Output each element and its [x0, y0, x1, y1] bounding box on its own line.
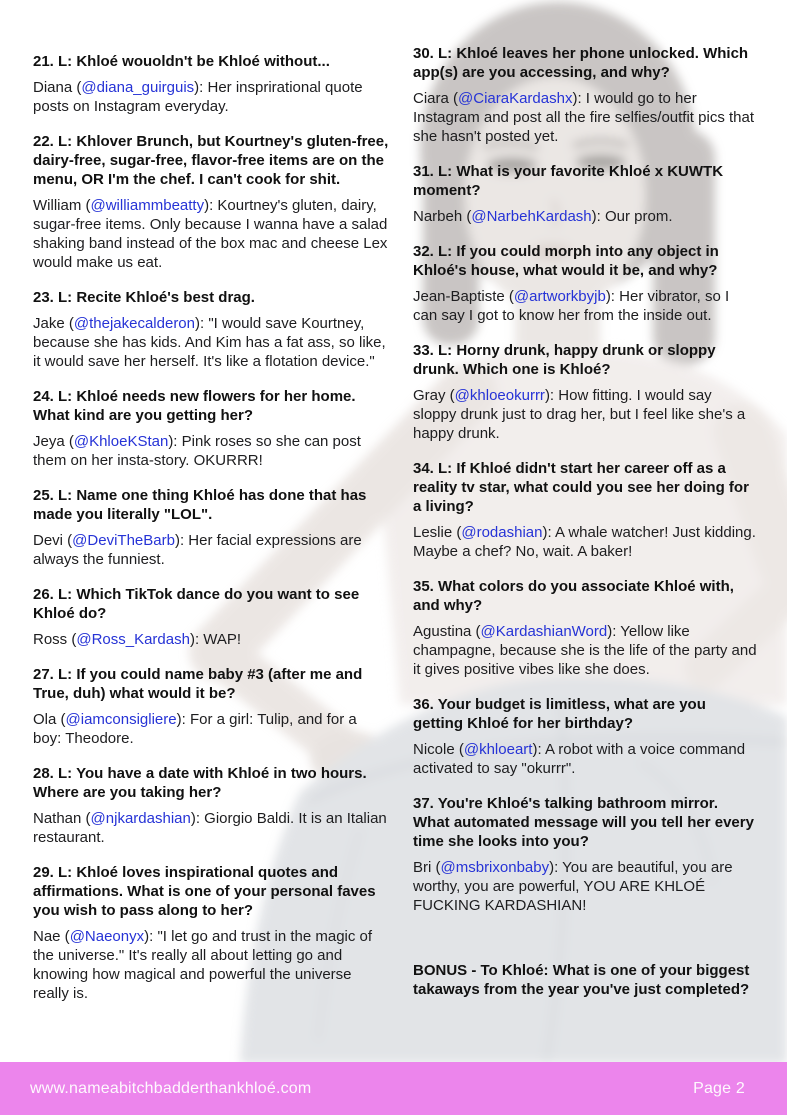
- social-handle-link[interactable]: @njkardashian: [90, 810, 191, 827]
- answerer-name: Agustina (: [413, 623, 481, 640]
- question-heading: 24. L: Khloé needs new flowers for her home. What kind are you getting her?: [33, 388, 356, 424]
- question-heading: 35. What colors do you associate Khloé with, and why?: [413, 578, 734, 614]
- answerer-name: Narbeh (: [413, 208, 472, 225]
- question-heading: 36. Your budget is limitless, what are you getting Khloé for her birthday?: [413, 696, 706, 732]
- question-heading: 22. L: Khlover Brunch, but Kourtney's gluten-free, dairy-free, sugar-free, flavor-free items are on the menu, OR I'm the chef. I can't cook for shit.: [33, 133, 389, 188]
- answerer-name: Ciara (: [413, 90, 459, 107]
- answerer-name: Nae (: [33, 928, 70, 945]
- answer-text: [413, 89, 757, 146]
- question-heading: 25. L: Name one thing Khloé has done that has made you literally "LOL".: [33, 487, 367, 523]
- answer-body: ): How fitting. I would say sloppy drunk just to drag her, but I feel like she's a happy drunk.: [413, 387, 746, 442]
- social-handle-link[interactable]: @NarbehKardash: [471, 208, 592, 225]
- answer-body: ): Yellow like champagne, because she is the life of the party and it gives positive vibes like she does.: [413, 623, 757, 678]
- social-handle-link[interactable]: @DeviTheBarb: [72, 532, 175, 549]
- answerer-name: Nathan (: [33, 810, 91, 827]
- answer-body: ): For a girl: Tulip, and for a boy: Theodore.: [33, 711, 357, 747]
- page-number: Page 2: [693, 1079, 745, 1097]
- answer-body: ): Her insprirational quote posts on Instagram everyday.: [33, 79, 363, 115]
- answerer-name: Leslie (: [413, 524, 462, 541]
- answerer-name: Jake (: [33, 315, 74, 332]
- answer-text: [33, 630, 389, 649]
- social-handle-link[interactable]: @thejakecalderon: [73, 315, 195, 332]
- answerer-name: Ross (: [33, 631, 77, 648]
- answerer-name: Devi (: [33, 532, 73, 549]
- question-heading: 30. L: Khloé leaves her phone unlocked. Which app(s) are you accessing, and why?: [413, 45, 749, 81]
- answer-body: ): A whale watcher! Just kidding. Maybe a chef? No, wait. A baker!: [413, 524, 756, 560]
- answer-text: [33, 196, 389, 272]
- qa-column-right: [413, 44, 757, 1006]
- answer-text: [413, 207, 757, 226]
- social-handle-link[interactable]: @khloeart: [463, 741, 533, 758]
- answerer-name: Jean-Baptiste (: [413, 288, 514, 305]
- question-heading: 31. L: What is your favorite Khloé x KUWTK moment?: [413, 163, 724, 199]
- answer-body: ): Our prom.: [591, 208, 673, 225]
- answerer-name: William (: [33, 197, 91, 214]
- answer-body: ): Pink roses so she can post them on her insta-story. OKURRR!: [33, 433, 361, 469]
- footer-bar: [0, 1062, 787, 1115]
- answer-text: [33, 927, 389, 1003]
- question-heading: 33. L: Horny drunk, happy drunk or sloppy drunk. Which one is Khloé?: [413, 342, 716, 378]
- answer-body: ): Her facial expressions are always the funniest.: [33, 532, 362, 568]
- answer-body: ): You are beautiful, you are worthy, you are powerful, YOU ARE KHLOÉ FUCKING KARDASHIAN!: [413, 859, 733, 914]
- question-heading: 29. L: Khloé loves inspirational quotes and affirmations. What is one of your personal faves you wish to pass along to her?: [33, 864, 376, 919]
- answerer-name: Bri (: [413, 859, 441, 876]
- answer-text: [33, 710, 389, 748]
- answer-text: [413, 622, 757, 679]
- answer-body: ): Her vibrator, so I can say I got to know her from the inside out.: [413, 288, 730, 324]
- social-handle-link[interactable]: @iamconsigliere: [65, 711, 177, 728]
- question-heading: 37. You're Khloé's talking bathroom mirror. What automated message will you tell her every time she looks into you?: [413, 795, 754, 850]
- answer-body: ): "I let go and trust in the magic of the universe." It's really all about letting go and knowing how magical and powerful the universe really is.: [33, 928, 373, 1002]
- bonus-question-heading: BONUS - To Khloé: What is one of your biggest takaways from the year you've just completed?: [413, 962, 750, 998]
- answer-body: ): "I would save Kourtney, because she has kids. And Kim has a fat ass, so like, it would save her herself. It's like a flotation device.": [33, 315, 386, 370]
- answer-text: [413, 386, 757, 443]
- social-handle-link[interactable]: @diana_guirguis: [81, 79, 195, 96]
- answer-text: [413, 287, 757, 325]
- answer-text: [33, 809, 389, 847]
- question-heading: 28. L: You have a date with Khloé in two hours. Where are you taking her?: [33, 765, 367, 801]
- answer-body: ): Giorgio Baldi. It is an Italian restaurant.: [33, 810, 387, 846]
- answerer-name: Gray (: [413, 387, 455, 404]
- question-heading: 23. L: Recite Khloé's best drag.: [33, 289, 255, 306]
- answerer-name: Nicole (: [413, 741, 464, 758]
- answerer-name: Jeya (: [33, 433, 74, 450]
- social-handle-link[interactable]: @Ross_Kardash: [76, 631, 190, 648]
- question-heading: 32. L: If you could morph into any object in Khloé's house, what would it be, and why?: [413, 243, 719, 279]
- answer-text: [33, 314, 389, 371]
- social-handle-link[interactable]: @msbrixonbaby: [440, 859, 550, 876]
- footer-url: www.nameabitchbadderthankhloé.com: [30, 1079, 312, 1097]
- answerer-name: Ola (: [33, 711, 66, 728]
- answer-text: [33, 432, 389, 470]
- answer-text: [413, 740, 757, 778]
- social-handle-link[interactable]: @rodashian: [461, 524, 543, 541]
- qa-column-left: [33, 52, 389, 1003]
- answer-body: ): Kourtney's gluten, dairy, sugar-free items. Only because I wanna have a salad shaking band instead of the box mac and cheese Lex would make us eat.: [33, 197, 388, 271]
- answer-text: [413, 858, 757, 915]
- answerer-name: Diana (: [33, 79, 82, 96]
- social-handle-link[interactable]: @Naeonyx: [69, 928, 145, 945]
- question-heading: 27. L: If you could name baby #3 (after me and True, duh) what would it be?: [33, 666, 363, 702]
- social-handle-link[interactable]: @williammbeatty: [90, 197, 205, 214]
- question-heading: 21. L: Khloé wouoldn't be Khloé without...: [33, 53, 330, 70]
- social-handle-link[interactable]: @CiaraKardashx: [458, 90, 573, 107]
- social-handle-link[interactable]: @KhloeKStan: [73, 433, 169, 450]
- social-handle-link[interactable]: @KardashianWord: [480, 623, 608, 640]
- question-heading: 26. L: Which TikTok dance do you want to see Khloé do?: [33, 586, 360, 622]
- answer-text: [33, 78, 389, 116]
- answer-body: ): WAP!: [189, 631, 242, 648]
- social-handle-link[interactable]: @khloeokurrr: [454, 387, 545, 404]
- social-handle-link[interactable]: @artworkbyjb: [513, 288, 606, 305]
- question-heading: 34. L: If Khloé didn't start her career off as a reality tv star, what could you see her doing for a living?: [413, 460, 749, 515]
- answer-text: [33, 531, 389, 569]
- answer-text: [413, 523, 757, 561]
- answer-body: ): A robot with a voice command activated to say "okurrr".: [413, 741, 746, 777]
- answer-body: ): I would go to her Instagram and post all the fire selfies/outfit pics that she hasn't posted yet.: [413, 90, 755, 145]
